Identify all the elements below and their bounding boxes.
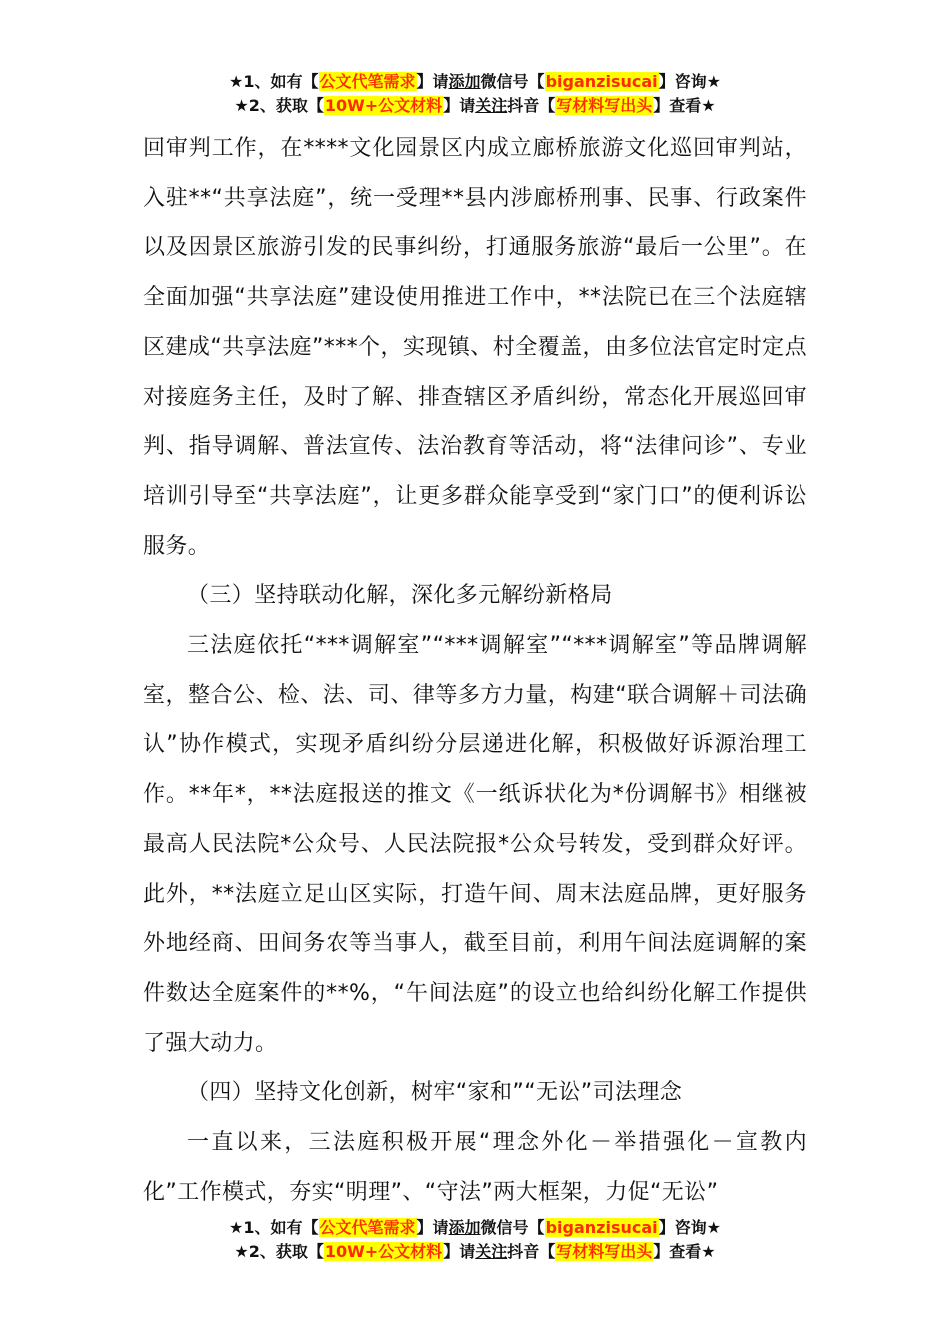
highlight-text: biganzisucai (545, 1218, 658, 1237)
highlight-text: biganzisucai (545, 72, 658, 91)
underlined-text: 关注 (475, 1242, 508, 1261)
banner-text: ★1、如有【 (229, 1218, 319, 1237)
banner-text: 抖音【 (507, 96, 556, 115)
banner-text: 】请 (443, 1242, 476, 1261)
highlight-text: 10W+公文材料 (324, 96, 443, 115)
banner-line-1 (0, 1216, 950, 1240)
banner-line-1 (0, 70, 950, 94)
footer-banner (0, 1216, 950, 1264)
paragraph: 回审判工作，在****文化园景区内成立廊桥旅游文化巡回审判站，入驻**“共享法庭”，统一受理**县内涉廊桥刑事、民事、行政案件以及因景区旅游引发的民事纠纷，打通服务旅游“最后一公里”。在全面加强“共享法庭”建设使用推进工作中，**法院已在三个法庭辖区建成“共享法庭”***个，实现镇、村全覆盖，由多位法官定时定点对接庭务主任，及时了解、排查辖区矛盾纠纷，常态化开展巡回审判、指导调解、普法宣传、法治教育等活动，将“法律问诊”、专业培训引导至“共享法庭”，让更多群众能享受到“家门口”的便利诉讼服务。 (143, 136, 807, 559)
section-heading: （三）坚持联动化解，深化多元解纷新格局 (187, 583, 613, 609)
paragraph: 三法庭依托“***调解室”“***调解室”“***调解室”等品牌调解室，整合公、检、法、司、律等多方力量，构建“联合调解＋司法确认”协作模式，实现矛盾纠纷分层递进化解，积极做好诉源治理工作。**年*，**法庭报送的推文《一纸诉状化为*份调解书》相继被最高人民法院*公众号、人民法院报*公众号转发，受到群众好评。此外，**法庭立足山区实际，打造午间、周末法庭品牌，更好服务外地经商、田间务农等当事人，截至目前，利用午间法庭调解的案件数达全庭案件的**%，“午间法庭”的设立也给纠纷化解工作提供了强大动力。 (143, 633, 807, 1056)
banner-text: 】查看★ (653, 96, 716, 115)
paragraph: 一直以来，三法庭积极开展“理念外化－举措强化－宣教内化”工作模式，夯实“明理”、“守法”两大框架，力促“无讼” (143, 1130, 807, 1205)
banner-text: 】请 (416, 1218, 449, 1237)
banner-text: 】请 (416, 72, 449, 91)
banner-text: 微信号【 (480, 72, 545, 91)
banner-text: 微信号【 (480, 1218, 545, 1237)
header-banner (0, 70, 950, 118)
banner-line-2 (0, 1240, 950, 1264)
banner-text: 】请 (443, 96, 476, 115)
banner-text: 】咨询★ (658, 1218, 721, 1237)
highlight-text: 公文代笔需求 (319, 72, 416, 91)
highlight-text: 写材料写出头 (556, 1242, 653, 1261)
underlined-text: 关注 (475, 96, 508, 115)
highlight-text: 写材料写出头 (556, 96, 653, 115)
highlight-text: 公文代笔需求 (319, 1218, 416, 1237)
banner-text: ★2、获取【 (234, 1242, 324, 1261)
banner-line-2 (0, 94, 950, 118)
underlined-text: 添加 (448, 72, 481, 91)
banner-text: 】查看★ (653, 1242, 716, 1261)
banner-text: ★2、获取【 (234, 96, 324, 115)
section-heading: （四）坚持文化创新，树牢“家和”“无讼”司法理念 (187, 1080, 683, 1106)
highlight-text: 10W+公文材料 (324, 1242, 443, 1261)
document-body (143, 124, 807, 1217)
banner-text: 】咨询★ (658, 72, 721, 91)
banner-text: 抖音【 (507, 1242, 556, 1261)
banner-text: ★1、如有【 (229, 72, 319, 91)
underlined-text: 添加 (448, 1218, 481, 1237)
